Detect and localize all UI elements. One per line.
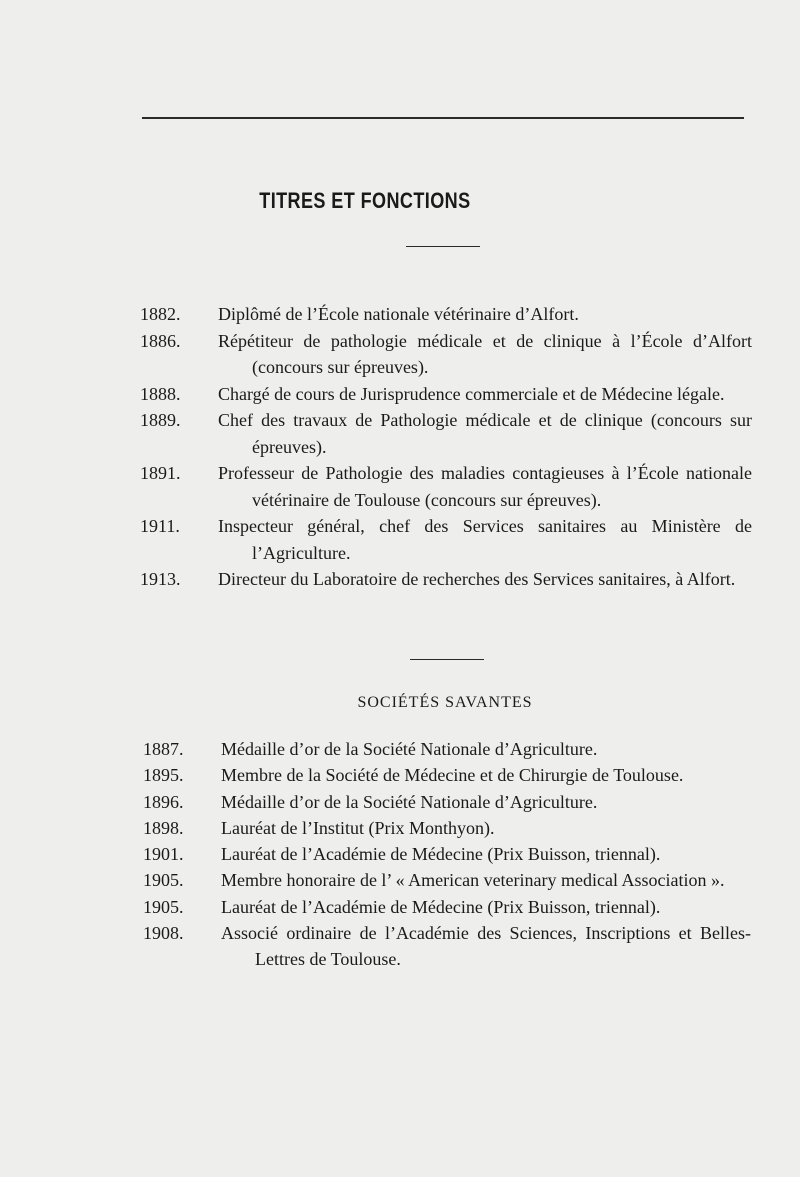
entry-text: Répétiteur de pathologie médicale et de clinique à l’École d’Alfort (concours sur épreuves).: [218, 330, 752, 377]
entry-year: 1901.: [143, 844, 184, 865]
entry-year: 1911.: [140, 516, 180, 536]
titres-entry: [140, 381, 752, 408]
entry-year: 1898.: [143, 817, 184, 838]
entry-year: 1913.: [140, 569, 181, 589]
entry-text: Médaille d’or de la Société Nationale d’Agriculture.: [221, 739, 598, 759]
title-divider: [406, 246, 480, 247]
entry-text: Associé ordinaire de l’Académie des Sciences, Inscriptions et Belles-Lettres de Toulouse.: [221, 923, 751, 970]
titres-entry: [140, 566, 752, 593]
entry-year: 1895.: [143, 765, 184, 786]
entry-year: 1896.: [143, 791, 184, 812]
section-divider: [410, 659, 484, 660]
titres-entry: [140, 328, 752, 381]
entry-text: Diplômé de l’École nationale vétérinaire d’Alfort.: [218, 304, 579, 324]
societes-entry: [143, 736, 751, 762]
societes-entry: [143, 789, 751, 815]
entry-year: 1888.: [140, 383, 181, 404]
entry-text: Professeur de Pathologie des maladies contagieuses à l’École nationale vétérinaire de Toulouse (concours sur épreuves).: [218, 463, 752, 510]
societes-entry: [143, 841, 751, 867]
entry-text: Médaille d’or de la Société Nationale d’Agriculture.: [221, 791, 598, 812]
entry-text: Lauréat de l’Académie de Médecine (Prix Buisson, triennal).: [221, 896, 661, 917]
entry-year: 1886.: [140, 330, 181, 351]
entry-text: Inspecteur général, chef des Services sanitaires au Ministère de l’Agriculture.: [218, 516, 752, 563]
entry-year: 1889.: [140, 410, 181, 430]
top-rule: [142, 117, 744, 119]
entry-text: Membre honoraire de l’ « American veterinary medical Association ».: [221, 870, 725, 891]
titres-entry: [140, 460, 752, 513]
entry-text: Chef des travaux de Pathologie médicale et de clinique (concours sur épreuves).: [218, 410, 752, 457]
entry-text: Lauréat de l’Institut (Prix Monthyon).: [221, 817, 495, 838]
titres-entry: [140, 407, 752, 460]
entry-year: 1905.: [143, 896, 184, 917]
section-title-titres: TITRES ET FONCTIONS: [259, 188, 471, 213]
societes-list: [143, 736, 751, 973]
entry-text: Chargé de cours de Jurisprudence commerciale et de Médecine légale.: [218, 383, 725, 404]
titres-list: [140, 301, 752, 593]
societes-entry: [143, 867, 751, 893]
entry-text: Directeur du Laboratoire de recherches des Services sanitaires, à Alfort.: [218, 569, 736, 589]
societes-entry: [143, 920, 751, 973]
entry-year: 1887.: [143, 739, 184, 759]
entry-year: 1891.: [140, 463, 181, 483]
entry-year: 1908.: [143, 923, 184, 944]
entry-year: 1882.: [140, 304, 181, 324]
societes-entry: [143, 815, 751, 841]
entry-text: Lauréat de l’Académie de Médecine (Prix Buisson, triennal).: [221, 844, 661, 865]
societes-entry: [143, 762, 751, 788]
section-title-societes: SOCIÉTÉS SAVANTES: [357, 694, 533, 711]
titres-entry: [140, 301, 752, 328]
societes-entry: [143, 894, 751, 920]
entry-year: 1905.: [143, 870, 184, 891]
titres-entry: [140, 513, 752, 566]
entry-text: Membre de la Société de Médecine et de Chirurgie de Toulouse.: [221, 765, 684, 786]
